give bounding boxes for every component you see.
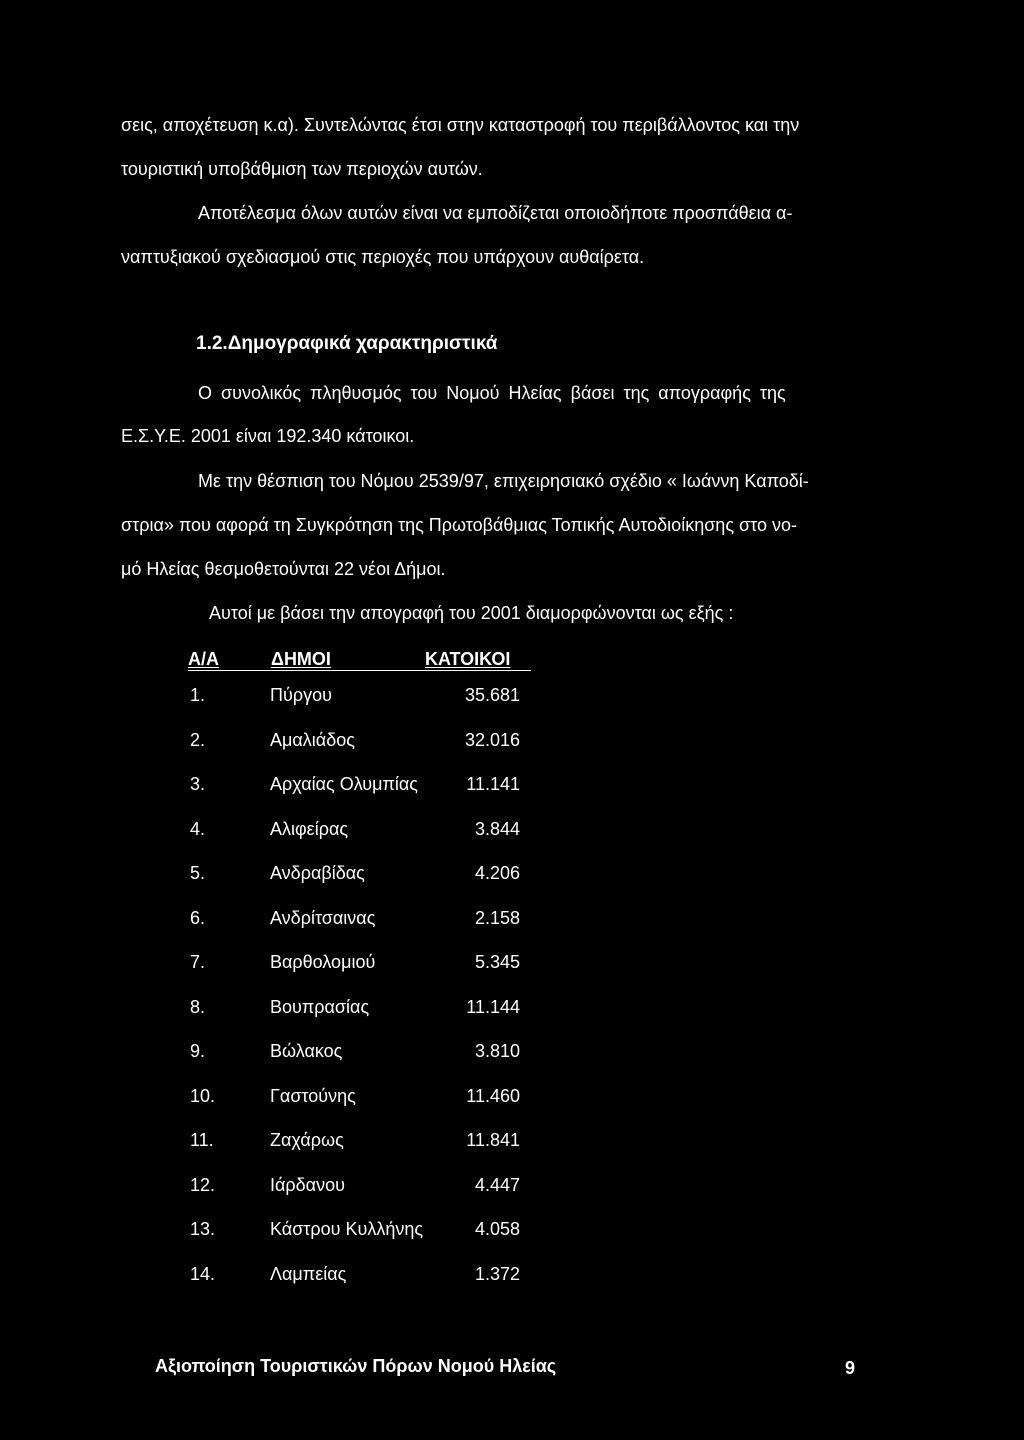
municipality-name: Αλιφείρας <box>270 818 349 839</box>
population-value: 32.016 <box>464 729 520 750</box>
municipality-name: Ιάρδανου <box>270 1174 345 1195</box>
municipality-name: Αμαλιάδος <box>270 729 355 750</box>
table-row <box>0 951 1024 996</box>
row-number: 3. <box>190 774 206 794</box>
row-number: 5. <box>190 863 206 883</box>
population-value: 3.810 <box>474 1041 520 1061</box>
population-value: 11.141 <box>466 774 520 794</box>
row-number: 14. <box>190 1263 216 1284</box>
population-value: 5.345 <box>474 952 520 972</box>
population-value: 11.144 <box>466 996 520 1017</box>
paragraph-line: ναπτυξιακού σχεδιασμού στις περιοχές που υπάρχουν αυθαίρετα. <box>121 247 645 267</box>
population-table <box>0 684 1024 1307</box>
paragraph-line: Αποτέλεσμα όλων αυτών είναι να εμποδίζεται οποιοδήποτε προσπάθεια α- <box>198 203 793 223</box>
population-value: 3.844 <box>474 818 520 839</box>
row-number: 1. <box>190 685 206 705</box>
column-header-aa: Α/Α <box>188 649 219 669</box>
municipality-name: Πύργου <box>270 685 332 705</box>
table-row <box>0 729 1024 774</box>
row-number: 10. <box>190 1085 216 1106</box>
table-row <box>0 1085 1024 1130</box>
paragraph-line: Ο συνολικός πληθυσμός του Νομού Ηλείας βάσει της απογραφής της <box>198 383 786 403</box>
table-row <box>0 773 1024 818</box>
population-value: 4.206 <box>474 863 520 883</box>
municipality-name: Κάστρου Κυλλήνης <box>270 1219 424 1239</box>
row-number: 9. <box>190 1041 206 1061</box>
table-row <box>0 684 1024 729</box>
municipality-name: Λαμπείας <box>270 1263 347 1284</box>
population-value: 11.841 <box>466 1130 520 1150</box>
paragraph-line: τουριστική υποβάθμιση των περιοχών αυτών. <box>121 159 483 179</box>
table-row <box>0 1263 1024 1308</box>
paragraph-line: Με την θέσπιση του Νόμου 2539/97, επιχειρησιακό σχέδιο « Ιωάννη Καποδί- <box>198 471 809 491</box>
row-number: 8. <box>190 996 206 1017</box>
paragraph-line: Ε.Σ.Υ.Ε. 2001 είναι 192.340 κάτοικοι. <box>121 426 415 446</box>
municipality-name: Βαρθολομιού <box>270 952 376 972</box>
footer-title: Αξιοποίηση Τουριστικών Πόρων Νομού Ηλείας <box>155 1356 557 1376</box>
population-value: 35.681 <box>464 685 520 705</box>
paragraph-line: σεις, αποχέτευση κ.α). Συντελώντας έτσι στην καταστροφή του περιβάλλοντος και την <box>121 115 800 135</box>
population-value: 11.460 <box>466 1085 520 1106</box>
population-value: 1.372 <box>474 1263 520 1284</box>
table-row <box>0 996 1024 1041</box>
municipality-name: Ανδραβίδας <box>270 863 365 883</box>
column-header-katoikoi: ΚΑΤΟΙΚΟΙ <box>425 649 511 669</box>
population-value: 4.447 <box>474 1174 520 1195</box>
municipality-name: Βώλακος <box>270 1041 343 1061</box>
table-row <box>0 1040 1024 1085</box>
header-underline <box>188 670 531 671</box>
municipality-name: Αρχαίας Ολυμπίας <box>270 774 418 794</box>
population-value: 4.058 <box>474 1219 520 1239</box>
row-number: 13. <box>190 1219 216 1239</box>
population-value: 2.158 <box>474 907 520 928</box>
column-header-dimoi: ΔΗΜΟΙ <box>271 649 331 669</box>
table-row <box>0 862 1024 907</box>
table-row <box>0 907 1024 952</box>
table-row <box>0 1129 1024 1174</box>
row-number: 11. <box>190 1130 214 1150</box>
paragraph-line: στρια» που αφορά τη Συγκρότηση της Πρωτοβάθμιας Τοπικής Αυτοδιοίκησης στο νο- <box>121 515 797 535</box>
section-heading: 1.2.Δημογραφικά χαρακτηριστικά <box>196 333 498 354</box>
table-row <box>0 1218 1024 1263</box>
row-number: 6. <box>190 907 206 928</box>
row-number: 4. <box>190 818 206 839</box>
table-row <box>0 1174 1024 1219</box>
row-number: 7. <box>190 952 206 972</box>
table-row <box>0 818 1024 863</box>
page-number: 9 <box>845 1358 856 1378</box>
municipality-name: Ανδρίτσαινας <box>270 907 376 928</box>
municipality-name: Βουπρασίας <box>270 996 370 1017</box>
row-number: 2. <box>190 729 206 750</box>
row-number: 12. <box>190 1174 216 1195</box>
paragraph-line: μό Ηλείας θεσμοθετούνται 22 νέοι Δήμοι. <box>121 559 446 579</box>
municipality-name: Γαστούνης <box>270 1085 356 1106</box>
paragraph-line: Αυτοί με βάσει την απογραφή του 2001 διαμορφώνονται ως εξής : <box>209 603 734 623</box>
municipality-name: Ζαχάρως <box>270 1130 344 1150</box>
